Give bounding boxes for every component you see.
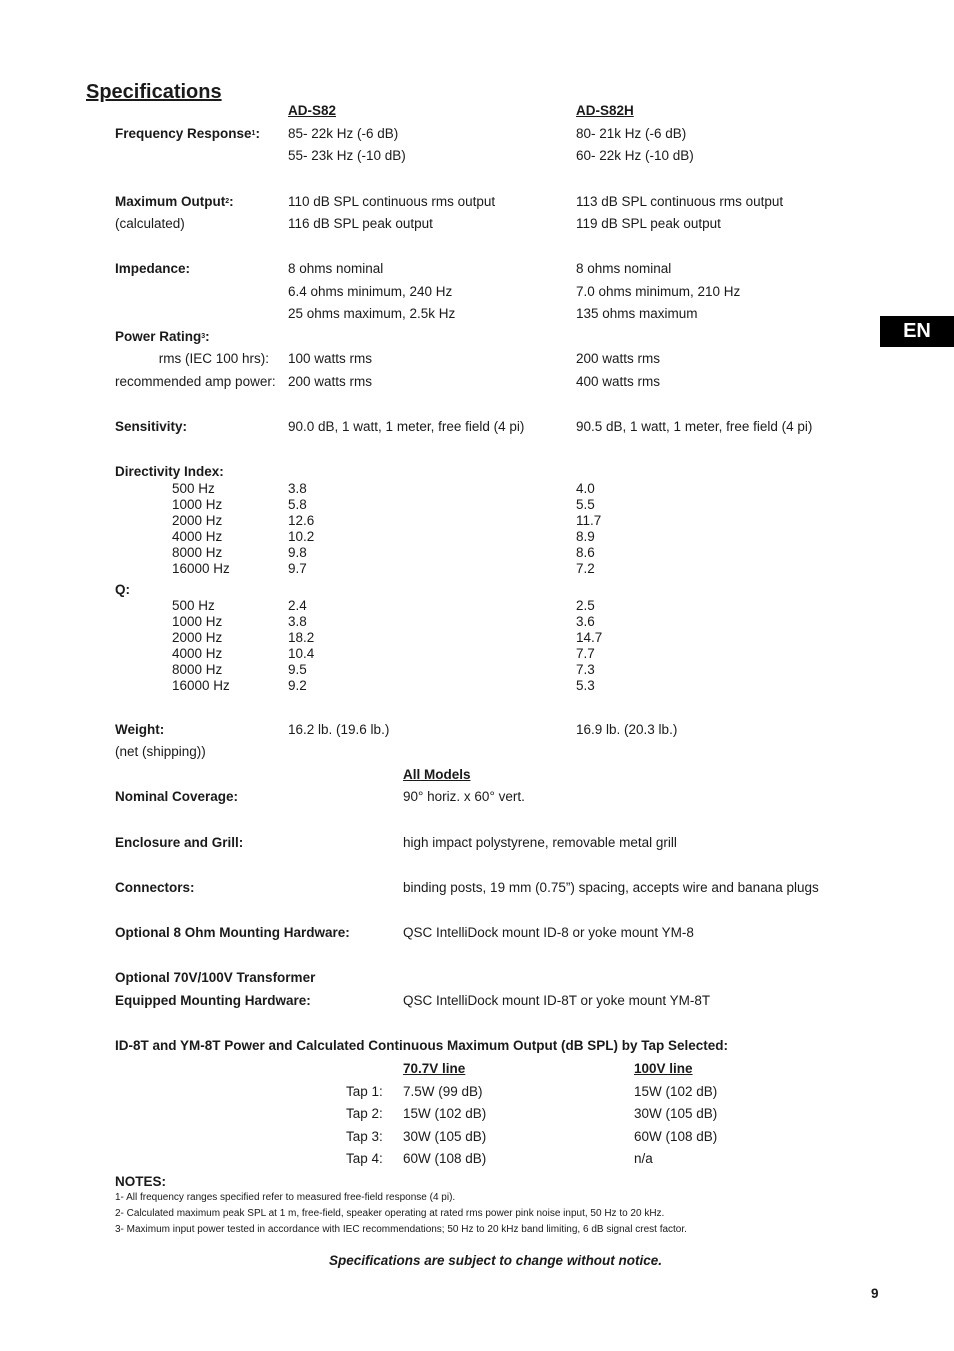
- spec-value: 55- 23k Hz (-10 dB): [288, 148, 406, 163]
- spec-value: 135 ohms maximum: [576, 306, 698, 321]
- q-frequency: 500 Hz: [172, 598, 215, 613]
- note-item: 2- Calculated maximum peak SPL at 1 m, free-field, speaker operating at rated rms power pink noise input, 50 Hz to 20 kHz.: [115, 1208, 665, 1219]
- tap-value: 60W (108 dB): [634, 1129, 718, 1144]
- spec-value: 90.0 dB, 1 watt, 1 meter, free field (4 pi): [288, 419, 525, 434]
- di-frequency: 500 Hz: [172, 481, 215, 496]
- weight-sublabel: (net (shipping)): [115, 744, 206, 759]
- q-label: Q:: [115, 582, 130, 597]
- di-value: 10.2: [288, 529, 315, 544]
- spec-value: 7.0 ohms minimum, 210 Hz: [576, 284, 741, 299]
- di-frequency: 2000 Hz: [172, 513, 223, 528]
- label-colon: :: [205, 329, 210, 344]
- di-value: 3.8: [288, 481, 307, 496]
- enclosure-label: Enclosure and Grill:: [115, 835, 244, 850]
- spec-value: 85- 22k Hz (-6 dB): [288, 126, 399, 141]
- frequency-response-label: [115, 126, 260, 142]
- di-value: 5.8: [288, 497, 307, 512]
- di-frequency: 4000 Hz: [172, 529, 223, 544]
- spec-value: 110 dB SPL continuous rms output: [288, 194, 496, 209]
- model-header-ad-s82: AD-S82: [288, 103, 337, 118]
- footnote-marker: 1: [251, 130, 256, 137]
- power-rating-label-text: Power Rating: [115, 329, 202, 344]
- q-value: 7.7: [576, 646, 595, 661]
- tap-label: Tap 2:: [346, 1106, 383, 1121]
- spec-value: 6.4 ohms minimum, 240 Hz: [288, 284, 453, 299]
- spec-value: 119 dB SPL peak output: [576, 216, 721, 231]
- q-frequency: 2000 Hz: [172, 630, 223, 645]
- weight-label: Weight:: [115, 722, 165, 737]
- tap-value: n/a: [634, 1151, 653, 1166]
- q-value: 10.4: [288, 646, 315, 661]
- spec-value: high impact polystyrene, removable metal grill: [403, 835, 677, 850]
- tap-value: 15W (102 dB): [403, 1106, 487, 1121]
- mounting-hardware-label: Optional 8 Ohm Mounting Hardware:: [115, 925, 350, 940]
- power-row-label: rms (IEC 100 hrs):: [158, 351, 269, 366]
- q-value: 9.5: [288, 662, 307, 677]
- frequency-response-label-text: Frequency Response: [115, 126, 252, 141]
- footnote-marker: 3: [201, 333, 206, 340]
- q-value: 3.8: [288, 614, 307, 629]
- spec-value: 80- 21k Hz (-6 dB): [576, 126, 687, 141]
- sensitivity-label: Sensitivity:: [115, 419, 188, 434]
- all-models-header: All Models: [403, 767, 471, 782]
- di-value: 12.6: [288, 513, 315, 528]
- notes-heading: NOTES:: [115, 1174, 167, 1189]
- spec-value: 200 watts rms: [576, 351, 661, 366]
- di-value: 8.9: [576, 529, 595, 544]
- tap-value: 30W (105 dB): [403, 1129, 487, 1144]
- spec-value: binding posts, 19 mm (0.75”) spacing, accepts wire and banana plugs: [403, 880, 819, 895]
- di-value: 5.5: [576, 497, 595, 512]
- di-frequency: 1000 Hz: [172, 497, 223, 512]
- note-item: 3- Maximum input power tested in accordance with IEC recommendations; 50 Hz to 20 kHz band limiting, 6 dB signal crest factor.: [115, 1224, 687, 1235]
- page-title: Specifications: [86, 81, 222, 103]
- q-value: 5.3: [576, 678, 595, 693]
- q-frequency: 1000 Hz: [172, 614, 223, 629]
- transformer-mounting-label: Equipped Mounting Hardware:: [115, 993, 311, 1008]
- tap-label: Tap 1:: [346, 1084, 383, 1099]
- di-value: 4.0: [576, 481, 595, 496]
- power-rating-label: [115, 329, 210, 345]
- connectors-label: Connectors:: [115, 880, 195, 895]
- q-frequency: 16000 Hz: [172, 678, 230, 693]
- spec-value: 60- 22k Hz (-10 dB): [576, 148, 694, 163]
- di-frequency: 8000 Hz: [172, 545, 223, 560]
- q-value: 14.7: [576, 630, 603, 645]
- spec-value: 116 dB SPL peak output: [288, 216, 433, 231]
- di-value: 7.2: [576, 561, 595, 576]
- di-frequency: 16000 Hz: [172, 561, 230, 576]
- model-header-ad-s82h: AD-S82H: [576, 103, 634, 118]
- nominal-coverage-label: Nominal Coverage:: [115, 789, 239, 804]
- spec-value: 113 dB SPL continuous rms output: [576, 194, 784, 209]
- maximum-output-label: [115, 194, 234, 210]
- q-value: 2.4: [288, 598, 307, 613]
- tap-col-header-70v: 70.7V line: [403, 1061, 466, 1076]
- label-colon: :: [229, 194, 234, 209]
- tap-col-header-100v: 100V line: [634, 1061, 693, 1076]
- q-frequency: 4000 Hz: [172, 646, 223, 661]
- transformer-label: Optional 70V/100V Transformer: [115, 970, 316, 985]
- tap-table-heading: ID-8T and YM-8T Power and Calculated Continuous Maximum Output (dB SPL) by Tap Selected:: [115, 1038, 729, 1053]
- tap-label: Tap 4:: [346, 1151, 383, 1166]
- page-number: 9: [871, 1286, 879, 1301]
- spec-value: 200 watts rms: [288, 374, 373, 389]
- spec-value: 100 watts rms: [288, 351, 373, 366]
- tap-value: 15W (102 dB): [634, 1084, 718, 1099]
- note-item: 1- All frequency ranges specified refer to measured free-field response (4 pi).: [115, 1192, 456, 1203]
- spec-value: 8 ohms nominal: [576, 261, 672, 276]
- q-value: 2.5: [576, 598, 595, 613]
- disclaimer: Specifications are subject to change without notice.: [329, 1253, 663, 1268]
- spec-value: 16.2 lb. (19.6 lb.): [288, 722, 390, 737]
- language-tab: EN: [880, 316, 954, 347]
- di-value: 8.6: [576, 545, 595, 560]
- q-value: 7.3: [576, 662, 595, 677]
- tap-value: 60W (108 dB): [403, 1151, 487, 1166]
- q-value: 18.2: [288, 630, 315, 645]
- spec-value: 25 ohms maximum, 2.5k Hz: [288, 306, 456, 321]
- footnote-marker: 2: [225, 198, 230, 205]
- tap-label: Tap 3:: [346, 1129, 383, 1144]
- spec-value: 90.5 dB, 1 watt, 1 meter, free field (4 pi): [576, 419, 813, 434]
- q-frequency: 8000 Hz: [172, 662, 223, 677]
- di-value: 9.7: [288, 561, 307, 576]
- spec-value: 8 ohms nominal: [288, 261, 384, 276]
- label-colon: :: [255, 126, 260, 141]
- di-value: 9.8: [288, 545, 307, 560]
- spec-value: 90° horiz. x 60° vert.: [403, 789, 525, 804]
- maximum-output-sublabel: (calculated): [115, 216, 185, 231]
- power-row-label: recommended amp power:: [115, 374, 276, 389]
- spec-value: 400 watts rms: [576, 374, 661, 389]
- q-value: 9.2: [288, 678, 307, 693]
- q-value: 3.6: [576, 614, 595, 629]
- maximum-output-label-text: Maximum Output: [115, 194, 226, 209]
- impedance-label: Impedance:: [115, 261, 191, 276]
- tap-value: 7.5W (99 dB): [403, 1084, 483, 1099]
- tap-value: 30W (105 dB): [634, 1106, 718, 1121]
- spec-value: QSC IntelliDock mount ID-8T or yoke mount YM-8T: [403, 993, 711, 1008]
- di-value: 11.7: [576, 513, 602, 528]
- spec-value: QSC IntelliDock mount ID-8 or yoke mount YM-8: [403, 925, 694, 940]
- directivity-index-label: Directivity Index:: [115, 464, 224, 479]
- spec-value: 16.9 lb. (20.3 lb.): [576, 722, 678, 737]
